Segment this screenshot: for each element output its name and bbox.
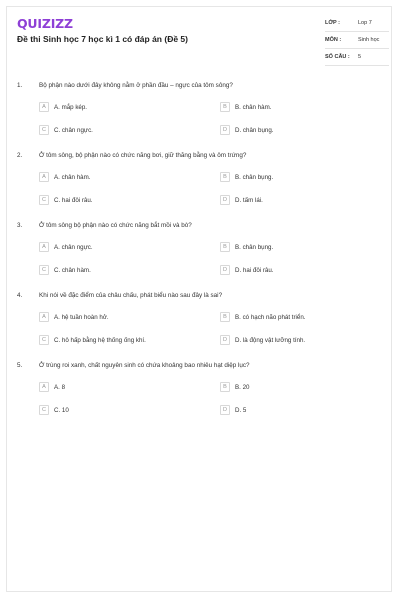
question-text: Khi nói về đặc điểm của châu chấu, phát biểu nào sau đây là sai? bbox=[39, 292, 223, 299]
answer-option-c[interactable] bbox=[39, 124, 220, 136]
answer-options bbox=[39, 171, 379, 206]
answer-option-a[interactable] bbox=[39, 381, 220, 393]
question-item bbox=[17, 222, 387, 292]
question-list bbox=[17, 82, 387, 432]
answer-option-d[interactable] bbox=[220, 194, 379, 206]
meta-value: Lop 7 bbox=[358, 20, 372, 26]
question-number: 1. bbox=[17, 82, 23, 89]
answer-option-c[interactable] bbox=[39, 334, 220, 346]
option-text: D. 5 bbox=[235, 406, 247, 414]
option-letter-box: D bbox=[220, 195, 230, 205]
option-text: D. chân bụng. bbox=[235, 126, 274, 134]
option-text: C. chân ngực. bbox=[54, 126, 93, 134]
option-letter-box: B bbox=[220, 382, 230, 392]
worksheet-page bbox=[6, 6, 392, 592]
question-item bbox=[17, 292, 387, 362]
option-text: D. hai đôi râu. bbox=[235, 266, 274, 274]
meta-row-subject bbox=[325, 32, 389, 49]
option-text: A. chân ngực. bbox=[54, 243, 93, 251]
question-text: Ở tôm sông, bộ phận nào có chức năng bơi, giữ thăng bằng và ôm trứng? bbox=[39, 152, 247, 159]
question-number: 4. bbox=[17, 292, 23, 299]
option-letter-box: C bbox=[39, 265, 49, 275]
option-text: B. có hạch não phát triển. bbox=[235, 313, 306, 321]
worksheet-title: Đề thi Sinh học 7 học kì 1 có đáp án (Đề 5) bbox=[17, 34, 188, 44]
question-text: Bộ phận nào dưới đây không nằm ở phần đầu – ngực của tôm sông? bbox=[39, 82, 233, 89]
option-text: A. chân hàm. bbox=[54, 173, 91, 181]
option-text: D. là động vật lưỡng tính. bbox=[235, 336, 306, 344]
option-text: A. 8 bbox=[54, 383, 66, 391]
question-item bbox=[17, 152, 387, 222]
meta-value: 5 bbox=[358, 54, 362, 60]
answer-options bbox=[39, 381, 379, 416]
option-text: B. chân bụng. bbox=[235, 173, 274, 181]
answer-option-a[interactable] bbox=[39, 171, 220, 183]
answer-option-c[interactable] bbox=[39, 264, 220, 276]
meta-label: SỐ CÂU : bbox=[325, 54, 350, 60]
meta-row-question-count bbox=[325, 49, 389, 66]
option-text: B. 20 bbox=[235, 383, 250, 391]
answer-option-b[interactable] bbox=[220, 171, 379, 183]
option-letter-box: B bbox=[220, 102, 230, 112]
option-letter-box: C bbox=[39, 335, 49, 345]
option-text: A. mắp kép. bbox=[54, 103, 88, 111]
question-item bbox=[17, 362, 387, 432]
option-letter-box: C bbox=[39, 125, 49, 135]
answer-option-d[interactable] bbox=[220, 124, 379, 136]
answer-option-d[interactable] bbox=[220, 404, 379, 416]
answer-option-b[interactable] bbox=[220, 311, 379, 323]
option-letter-box: A bbox=[39, 242, 49, 252]
option-letter-box: D bbox=[220, 335, 230, 345]
option-letter-box: C bbox=[39, 405, 49, 415]
worksheet-meta-table bbox=[325, 15, 389, 66]
option-text: C. 10 bbox=[54, 406, 69, 414]
option-letter-box: A bbox=[39, 102, 49, 112]
question-text: Ở trùng roi xanh, chất nguyên sinh có chứa khoảng bao nhiêu hạt diệp lục? bbox=[39, 362, 250, 369]
answer-option-d[interactable] bbox=[220, 264, 379, 276]
option-letter-box: B bbox=[220, 242, 230, 252]
question-number: 2. bbox=[17, 152, 23, 159]
answer-option-a[interactable] bbox=[39, 241, 220, 253]
option-text: B. chân bụng. bbox=[235, 243, 274, 251]
option-text: C. hô hấp bằng hệ thống ống khí. bbox=[54, 336, 146, 344]
answer-options bbox=[39, 241, 379, 276]
answer-option-b[interactable] bbox=[220, 241, 379, 253]
answer-options bbox=[39, 101, 379, 136]
option-letter-box: C bbox=[39, 195, 49, 205]
question-item bbox=[17, 82, 387, 152]
meta-label: LỚP : bbox=[325, 20, 340, 26]
answer-option-b[interactable] bbox=[220, 101, 379, 113]
option-letter-box: D bbox=[220, 265, 230, 275]
answer-options bbox=[39, 311, 379, 346]
question-number: 3. bbox=[17, 222, 23, 229]
option-letter-box: A bbox=[39, 312, 49, 322]
answer-option-c[interactable] bbox=[39, 194, 220, 206]
option-letter-box: B bbox=[220, 172, 230, 182]
answer-option-c[interactable] bbox=[39, 404, 220, 416]
option-letter-box: D bbox=[220, 125, 230, 135]
option-letter-box: B bbox=[220, 312, 230, 322]
option-text: D. tấm lái. bbox=[235, 196, 263, 204]
answer-option-d[interactable] bbox=[220, 334, 379, 346]
answer-option-a[interactable] bbox=[39, 311, 220, 323]
option-letter-box: A bbox=[39, 172, 49, 182]
option-letter-box: D bbox=[220, 405, 230, 415]
option-text: C. chân hàm. bbox=[54, 266, 91, 274]
meta-row-class bbox=[325, 15, 389, 32]
option-text: A. hệ tuần hoàn hở. bbox=[54, 313, 109, 321]
answer-option-a[interactable] bbox=[39, 101, 220, 113]
quizizz-logo: QUIZIZZ bbox=[17, 16, 73, 31]
option-letter-box: A bbox=[39, 382, 49, 392]
answer-option-b[interactable] bbox=[220, 381, 379, 393]
meta-label: MÔN : bbox=[325, 37, 342, 43]
option-text: B. chân hàm. bbox=[235, 103, 272, 111]
question-text: Ở tôm sông bộ phận nào có chức năng bắt mồi và bò? bbox=[39, 222, 192, 229]
question-number: 5. bbox=[17, 362, 23, 369]
option-text: C. hai đôi râu. bbox=[54, 196, 93, 204]
meta-value: Sinh học bbox=[358, 37, 380, 43]
